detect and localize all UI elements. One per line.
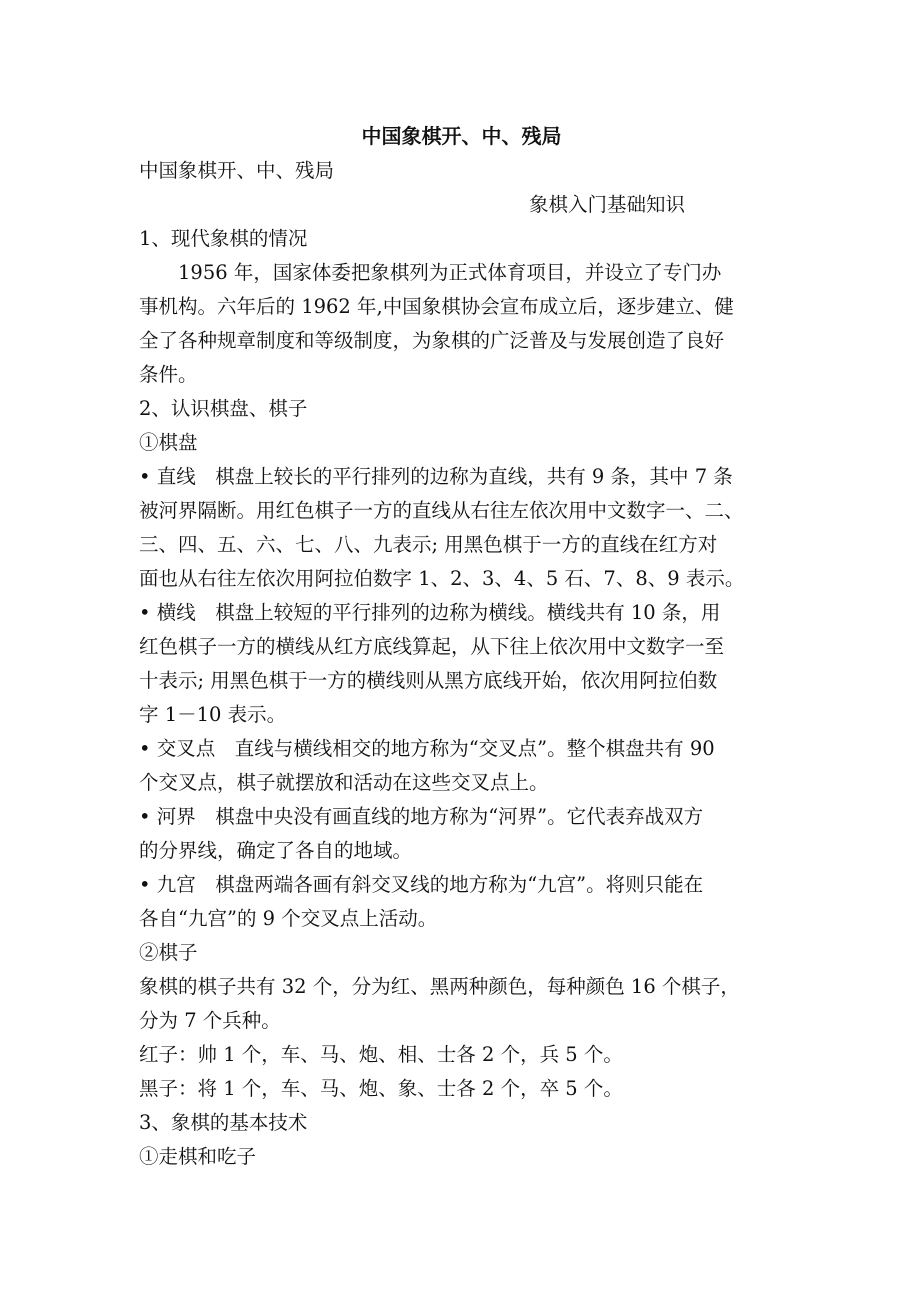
body-heading: 2、认识棋盘、棋子 <box>139 397 308 420</box>
paragraph-line: • 九宫 棋盘两端各画有斜交叉线的地方称为“九宫”。将则只能在 <box>139 873 704 896</box>
body-paragraph <box>139 800 784 868</box>
body-heading: 黑子：将 1 个，车、马、炮、象、士各 2 个，卒 5 个。 <box>139 1077 623 1100</box>
document-body <box>139 222 784 1174</box>
paragraph-line: 各自“九宫”的 9 个交叉点上活动。 <box>139 907 438 930</box>
paragraph-line: 十表示; 用黑色棋于一方的横线则从黑方底线开始，依次用阿拉伯数 <box>139 669 718 692</box>
body-heading: 红子：帅 1 个，车、马、炮、相、士各 2 个，兵 5 个。 <box>139 1043 623 1066</box>
document-title: 中国象棋开、中、残局 <box>361 124 562 148</box>
document-subtitle: 中国象棋开、中、残局 <box>139 159 335 182</box>
paragraph-line: • 河界 棋盘中央没有画直线的地方称为“河界”。它代表弃战双方 <box>139 805 704 828</box>
body-heading: ②棋子 <box>139 941 198 964</box>
paragraph-line: 字 1－10 表示。 <box>139 703 287 726</box>
paragraph-line: 被河界隔断。用红色棋子一方的直线从右往左依次用中文数字一、二、 <box>139 499 744 522</box>
body-paragraph <box>139 460 784 596</box>
paragraph-line: 1956 年，国家体委把象棋列为正式体育项目，并设立了专门办 <box>178 261 722 284</box>
paragraph-line: • 直线 棋盘上较长的平行排列的边称为直线，共有 9 条，其中 7 条 <box>139 465 733 488</box>
body-paragraph <box>139 596 784 732</box>
paragraph-line: 全了各种规章制度和等级制度，为象棋的广泛普及与发展创造了良好 <box>139 329 725 352</box>
body-paragraph <box>139 868 784 936</box>
paragraph-line: 三、四、五、六、七、八、九表示; 用黑色棋于一方的直线在红方对 <box>139 533 718 556</box>
body-heading: 1、现代象棋的情况 <box>139 227 308 250</box>
paragraph-line: 事机构。六年后的 1962 年,中国象棋协会宣布成立后，逐步建立、健 <box>139 295 734 318</box>
body-heading: ①走棋和吃子 <box>139 1145 257 1168</box>
paragraph-line: 的分界线，确定了各自的地域。 <box>139 839 413 862</box>
paragraph-line: 象棋的棋子共有 32 个，分为红、黑两种颜色，每种颜色 16 个棋子， <box>139 975 740 998</box>
paragraph-line: • 交叉点 直线与横线相交的地方称为“交叉点”。整个棋盘共有 90 <box>139 737 715 760</box>
document-page <box>139 118 784 1174</box>
paragraph-line: • 横线 棋盘上较短的平行排列的边称为横线。横线共有 10 条，用 <box>139 601 721 624</box>
body-heading: ①棋盘 <box>139 431 198 454</box>
paragraph-line: 面也从右往左依次用阿拉伯数字 1、2、3、4、5 石、7、8、9 表示。 <box>139 567 745 590</box>
paragraph-line: 个交叉点，棋子就摆放和活动在这些交叉点上。 <box>139 771 549 794</box>
paragraph-line: 分为 7 个兵种。 <box>139 1009 281 1032</box>
body-paragraph <box>139 970 784 1038</box>
paragraph-line: 红色棋子一方的横线从红方底线算起，从下往上依次用中文数字一至 <box>139 635 725 658</box>
section-heading: 象棋入门基础知识 <box>529 193 686 216</box>
body-paragraph <box>139 732 784 800</box>
paragraph-line: 条件。 <box>139 363 198 386</box>
body-paragraph <box>139 256 784 392</box>
body-heading: 3、象棋的基本技术 <box>139 1111 308 1134</box>
